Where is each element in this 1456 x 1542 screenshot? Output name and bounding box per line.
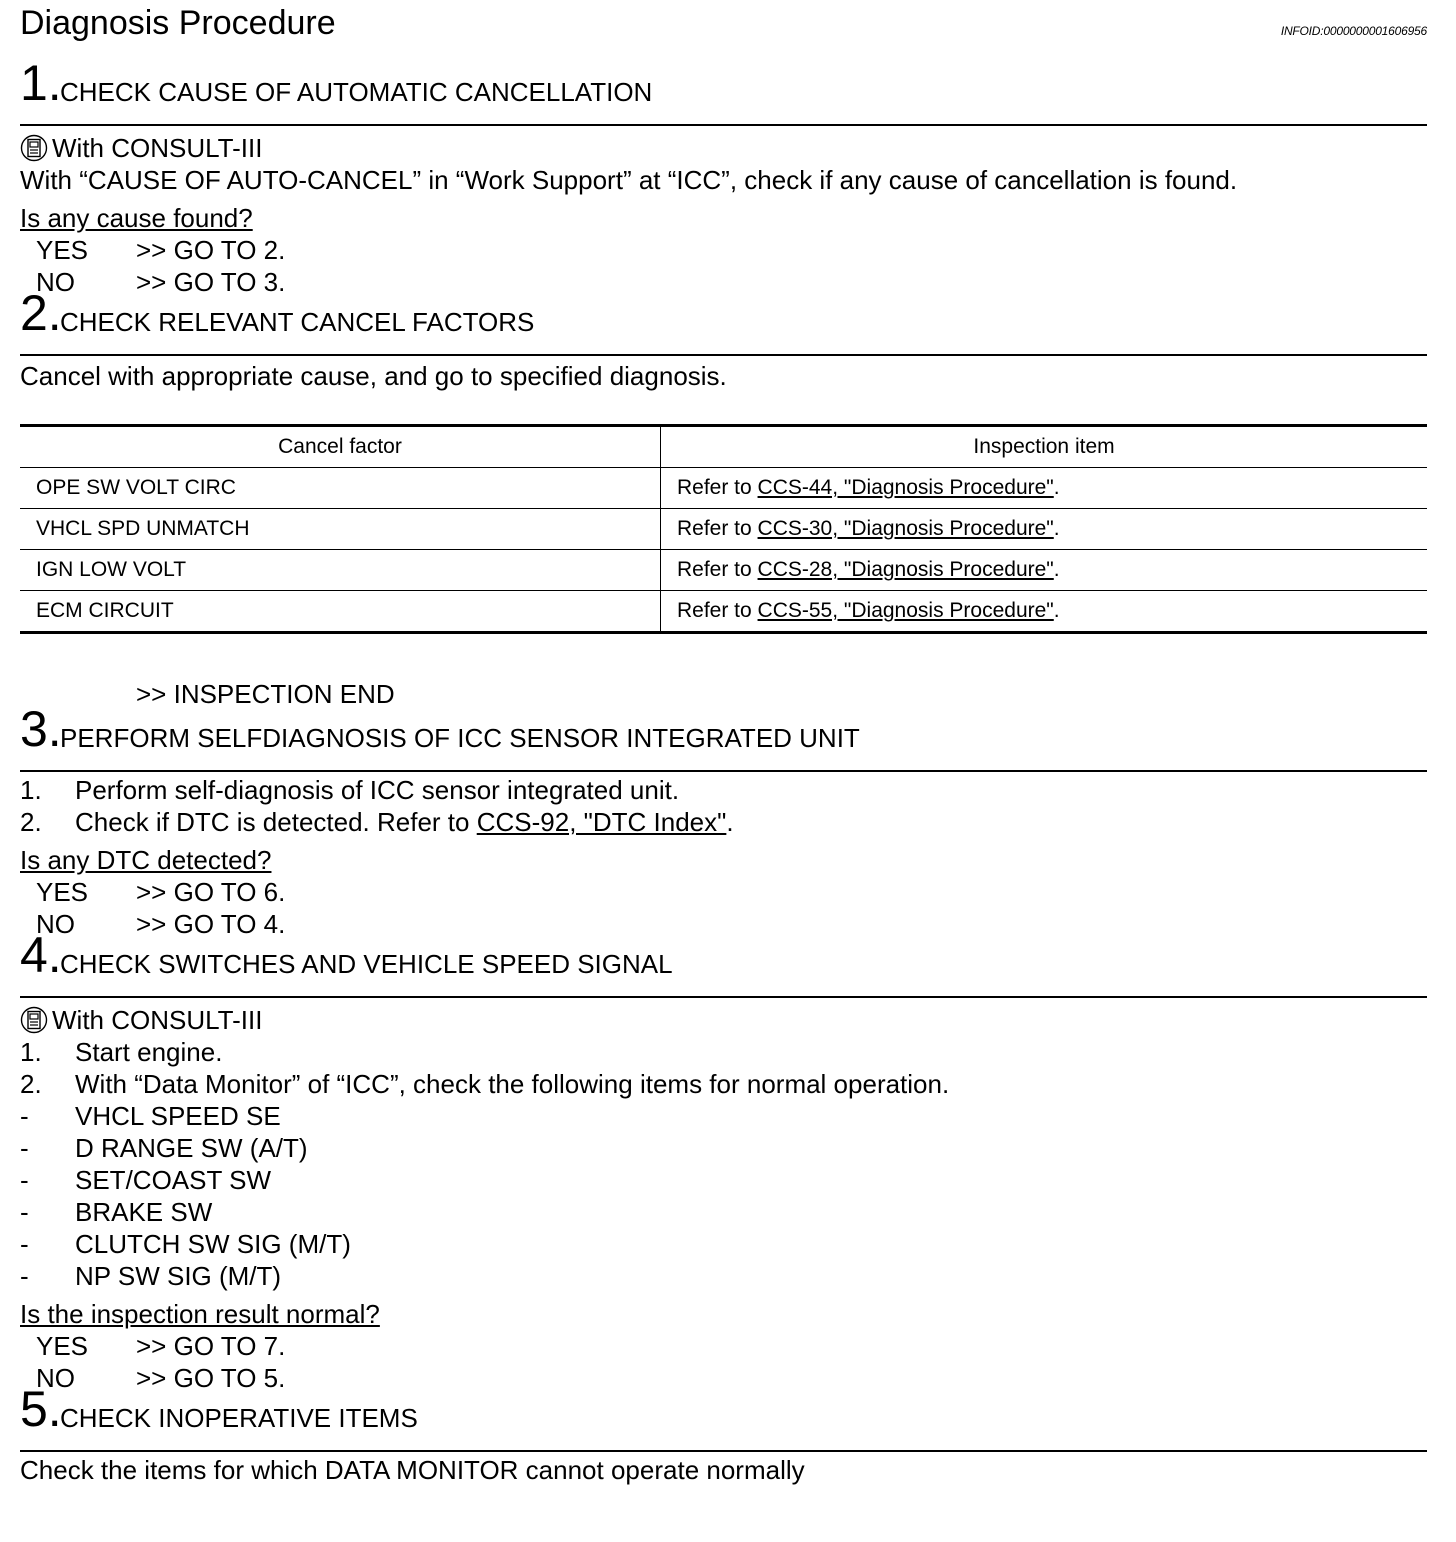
consult-line (20, 132, 1427, 164)
step-5-number: 5. (20, 1381, 62, 1437)
no-label: NO (36, 267, 75, 297)
monitor-item-text: SET/COAST SW (75, 1165, 271, 1195)
inspection-item-cell (661, 509, 1428, 550)
procedure-link[interactable]: CCS-55, "Diagnosis Procedure" (757, 599, 1054, 622)
step-4-heading (20, 927, 1427, 998)
refer-suffix: . (1053, 517, 1060, 540)
yes-label: YES (36, 235, 89, 265)
cancel-factor-cell: VHCL SPD UNMATCH (20, 509, 661, 550)
step-1-number: 1. (20, 55, 62, 111)
monitor-item (20, 1260, 1427, 1292)
yes-label: YES (36, 1331, 89, 1361)
cancel-factor-cell: ECM CIRCUIT (20, 591, 661, 633)
consult-label: With CONSULT-III (52, 1005, 263, 1035)
step-3-question: Is any DTC detected? (20, 845, 272, 875)
item-text: With “Data Monitor” of “ICC”, check the following items for normal operation. (75, 1069, 950, 1099)
yes-action: >> GO TO 2. (136, 235, 286, 265)
table-row (20, 591, 1427, 633)
step-3-yes-row (20, 876, 1427, 908)
cancel-factor-cell: OPE SW VOLT CIRC (20, 468, 661, 509)
monitor-item (20, 1164, 1427, 1196)
refer-prefix: Refer to (677, 558, 758, 581)
step-3-heading (20, 701, 1427, 772)
table-row (20, 550, 1427, 591)
procedure-link[interactable]: CCS-28, "Diagnosis Procedure" (757, 558, 1054, 581)
item-text (75, 806, 734, 838)
yes-label: YES (36, 877, 89, 907)
consult-tool-icon (20, 1006, 48, 1034)
monitor-item (20, 1196, 1427, 1228)
step-3-title: PERFORM SELFDIAGNOSIS OF ICC SENSOR INTEGRATED UNIT (60, 723, 860, 753)
refer-prefix: Refer to (677, 599, 758, 622)
step-3-item-2 (20, 806, 1427, 838)
refer-prefix: Refer to (677, 476, 758, 499)
no-label: NO (36, 1363, 75, 1393)
step-1-instruction: With “CAUSE OF AUTO-CANCEL” in “Work Support” at “ICC”, check if any cause of cancellation is found. (20, 165, 1238, 195)
step-4-number: 4. (20, 927, 62, 983)
cancel-factor-cell: IGN LOW VOLT (20, 550, 661, 591)
monitor-item (20, 1228, 1427, 1260)
item-text: Start engine. (75, 1037, 223, 1067)
document-header (20, 0, 1427, 60)
table-row (20, 468, 1427, 509)
step-4-question: Is the inspection result normal? (20, 1299, 380, 1329)
step-3-number: 3. (20, 701, 62, 757)
table-header-row (20, 426, 1427, 468)
consult-tool-icon (20, 134, 48, 162)
step-2-number: 2. (20, 285, 62, 341)
step-2-heading (20, 285, 1427, 356)
inspection-item-cell (661, 468, 1428, 509)
procedure-link[interactable]: CCS-44, "Diagnosis Procedure" (757, 476, 1054, 499)
yes-action: >> GO TO 6. (136, 877, 286, 907)
item-number: 2. (20, 807, 42, 837)
monitor-item-text: NP SW SIG (M/T) (75, 1261, 282, 1291)
refer-suffix: . (1053, 558, 1060, 581)
bullet-dash: - (20, 1261, 29, 1291)
monitor-item-text: D RANGE SW (A/T) (75, 1133, 308, 1163)
item-number: 1. (20, 1037, 42, 1067)
step-2-instruction: Cancel with appropriate cause, and go to specified diagnosis. (20, 361, 727, 391)
step-1-title: CHECK CAUSE OF AUTOMATIC CANCELLATION (60, 77, 653, 107)
step-5-heading (20, 1381, 1427, 1452)
step-1-heading (20, 55, 1427, 126)
bullet-dash: - (20, 1101, 29, 1131)
item-number: 2. (20, 1069, 42, 1099)
monitor-item-text: CLUTCH SW SIG (M/T) (75, 1229, 351, 1259)
step-2-title: CHECK RELEVANT CANCEL FACTORS (60, 307, 535, 337)
step-4-item-1 (20, 1036, 1427, 1068)
item-number: 1. (20, 775, 42, 805)
dtc-index-link[interactable]: CCS-92, "DTC Index" (476, 807, 727, 837)
consult-label: With CONSULT-III (52, 133, 263, 163)
refer-prefix: Refer to (677, 517, 758, 540)
consult-line (20, 1004, 1427, 1036)
step-5-title: CHECK INOPERATIVE ITEMS (60, 1403, 418, 1433)
item-text-suffix: . (726, 807, 734, 837)
no-action: >> GO TO 5. (136, 1363, 286, 1393)
yes-action: >> GO TO 7. (136, 1331, 286, 1361)
bullet-dash: - (20, 1229, 29, 1259)
info-id: INFOID:0000000001606956 (1280, 24, 1427, 38)
bullet-dash: - (20, 1165, 29, 1195)
page-title: Diagnosis Procedure (20, 4, 336, 42)
cancel-factor-table (20, 424, 1427, 634)
column-header-inspection-item: Inspection item (661, 426, 1428, 468)
inspection-end: >> INSPECTION END (136, 679, 395, 709)
step-5-instruction: Check the items for which DATA MONITOR cannot operate normally (20, 1455, 805, 1485)
no-action: >> GO TO 3. (136, 267, 286, 297)
bullet-dash: - (20, 1197, 29, 1227)
document-page (20, 0, 1427, 1486)
step-1-yes-row (20, 234, 1427, 266)
item-text: Perform self-diagnosis of ICC sensor integrated unit. (75, 775, 680, 805)
step-3-item-1 (20, 774, 1427, 806)
monitor-item-text: VHCL SPEED SE (75, 1101, 281, 1131)
inspection-item-cell (661, 591, 1428, 633)
no-action: >> GO TO 4. (136, 909, 286, 939)
item-text-prefix: Check if DTC is detected. Refer to (75, 807, 477, 837)
bullet-dash: - (20, 1133, 29, 1163)
monitor-item (20, 1100, 1427, 1132)
procedure-link[interactable]: CCS-30, "Diagnosis Procedure" (757, 517, 1054, 540)
refer-suffix: . (1053, 476, 1060, 499)
monitor-item (20, 1132, 1427, 1164)
step-4-title: CHECK SWITCHES AND VEHICLE SPEED SIGNAL (60, 949, 673, 979)
step-1-question: Is any cause found? (20, 203, 253, 233)
table-row (20, 509, 1427, 550)
refer-suffix: . (1053, 599, 1060, 622)
step-4-yes-row (20, 1330, 1427, 1362)
no-label: NO (36, 909, 75, 939)
column-header-cancel-factor: Cancel factor (20, 426, 661, 468)
inspection-item-cell (661, 550, 1428, 591)
monitor-item-text: BRAKE SW (75, 1197, 213, 1227)
step-4-item-2 (20, 1068, 1427, 1100)
